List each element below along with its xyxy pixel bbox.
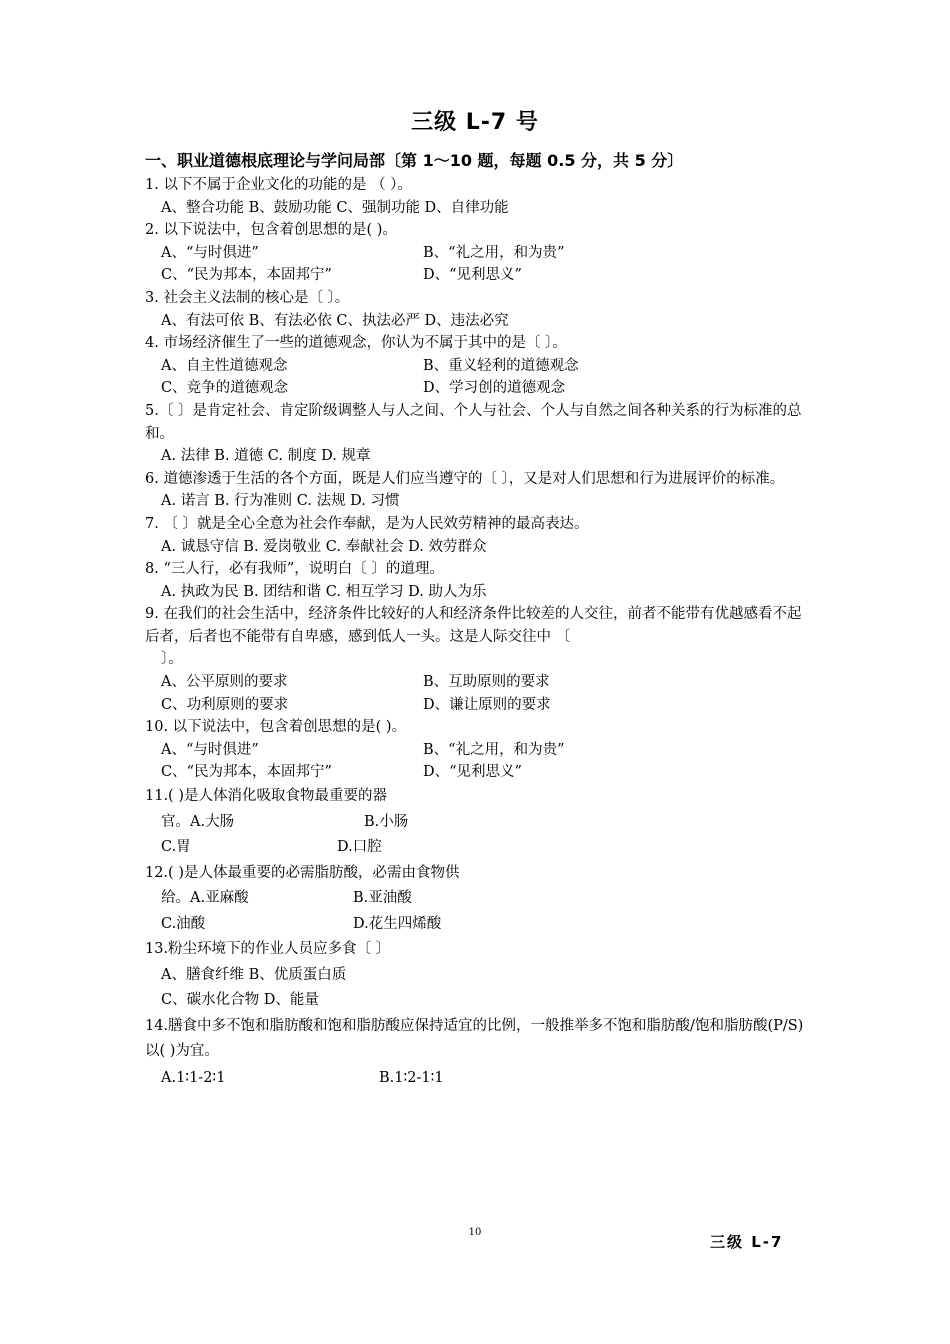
q13-options-row1: A、膳食纤维 B、优质蛋白质 <box>161 966 347 983</box>
q2-stem: 2. 以下说法中，包含着创思想的是( )。 <box>145 222 397 239</box>
q11-option-c: C.胃 <box>161 839 191 856</box>
q13-stem: 13.粉尘环境下的作业人员应多食〔 〕 <box>145 941 391 958</box>
q2-option-b: B、“礼之用，和为贵” <box>423 244 565 261</box>
q12-options-row2 <box>145 912 810 938</box>
q10-option-c: C、“民为邦本，本固邦宁” <box>161 764 332 781</box>
q9-stem-end: 〕。 <box>161 651 183 668</box>
q9-option-c: C、功利原则的要求 <box>161 696 289 713</box>
q4-option-d: D、学习创的道德观念 <box>423 380 566 397</box>
q12-stem: 12.( )是人体最重要的必需脂肪酸，必需由食物供 <box>145 864 460 881</box>
page-number: 10 <box>468 1227 482 1238</box>
q4-option-b: B、重义轻利的道德观念 <box>423 357 579 374</box>
q6-stem: 6. 道德渗透于生活的各个方面，既是人们应当遵守的〔 〕，又是对人们思想和行为进展评价的标准。 <box>145 470 785 487</box>
q5-options: A. 法律 B. 道德 C. 制度 D. 规章 <box>161 448 371 465</box>
q12-option-b: B.亚油酸 <box>353 890 412 907</box>
q2-options-row2 <box>145 264 810 287</box>
q10-options-row1 <box>145 739 810 762</box>
q10-options-row2 <box>145 761 810 784</box>
q12-option-d: D.花生四烯酸 <box>353 915 442 932</box>
q7-options: A. 诚恳守信 B. 爱岗敬业 C. 奉献社会 D. 效劳群众 <box>161 538 487 555</box>
section-heading: 一、职业道德根底理论与学问局部〔第 1～10 题，每题 0.5 分，共 5 分〕 <box>145 151 684 170</box>
q2-option-a: A、“与时俱进” <box>161 244 259 261</box>
q11-options-row2 <box>145 835 810 861</box>
q12-option-a: 给。A.亚麻酸 <box>161 890 249 907</box>
q4-option-c: C、竞争的道德观念 <box>161 380 289 397</box>
q9-option-d: D、谦让原则的要求 <box>423 696 551 713</box>
q8-options: A. 执政为民 B. 团结和谐 C. 相互学习 D. 助人为乐 <box>161 583 487 600</box>
q1-options: A、整合功能 B、鼓励功能 C、强制功能 D、自律功能 <box>161 199 509 216</box>
q3-stem: 3. 社会主义法制的核心是〔 〕。 <box>145 289 350 306</box>
q13-options-row2: C、碳水化合物 D、能量 <box>161 992 319 1009</box>
q11-options-row1 <box>145 810 810 836</box>
q10-option-d: D、“见利思义” <box>423 764 522 781</box>
q4-options-row2 <box>145 377 810 400</box>
q5-stem: 5.〔 〕是肯定社会、肯定阶级调整人与人之间、个人与社会、个人与自然之间各种关系的行为标准的总和。 <box>145 402 802 442</box>
q2-options-row1 <box>145 242 810 265</box>
q14-option-a: A.1∶1-2∶1 <box>161 1069 226 1086</box>
q3-options: A、有法可依 B、有法必依 C、执法必严 D、违法必究 <box>161 312 509 329</box>
q12-option-c: C.油酸 <box>161 915 206 932</box>
q10-option-b: B、“礼之用，和为贵” <box>423 741 565 758</box>
q11-option-a: 官。A.大肠 <box>161 813 235 830</box>
q9-stem: 9. 在我们的社会生活中，经济条件比较好的人和经济条件比较差的人交往，前者不能带有优越感看不起后者，后者也不能带有自卑感，感到低人一头。这是人际交往中 〔 <box>145 606 802 645</box>
q11-option-b: B.小肠 <box>364 813 409 830</box>
q10-stem: 10. 以下说法中，包含着创思想的是( )。 <box>145 719 407 736</box>
q4-option-a: A、自主性道德观念 <box>161 357 288 374</box>
q6-options: A. 诺言 B. 行为准则 C. 法规 D. 习惯 <box>161 493 400 510</box>
page-title: 三级 L-7 号 <box>411 110 539 135</box>
question-list <box>145 174 810 1092</box>
q14-options <box>145 1064 810 1092</box>
q1-stem: 1. 以下不属于企业文化的功能的是 （ ）。 <box>145 177 412 193</box>
q9-option-b: B、互助原则的要求 <box>423 674 550 691</box>
q12-options-row1 <box>145 886 810 912</box>
q11-stem: 11.( )是人体消化吸取食物最重要的器 <box>145 788 387 805</box>
q4-stem: 4. 市场经济催生了一些的道德观念，你认为不属于其中的是〔 〕。 <box>145 335 567 352</box>
q9-options-row2 <box>145 694 810 717</box>
q2-option-c: C、“民为邦本，本固邦宁” <box>161 267 332 284</box>
footer-code: 三级 L-7 <box>710 1233 784 1251</box>
q4-options-row1 <box>145 355 810 378</box>
q14-option-b: B.1∶2-1∶1 <box>379 1069 444 1086</box>
q14-stem: 14.膳食中多不饱和脂肪酸和饱和脂肪酸应保持适宜的比例，一般推举多不饱和脂肪酸/饱和脂肪酸(P/S)以( )为宜。 <box>145 1017 804 1059</box>
q2-option-d: D、“见利思义” <box>423 267 522 284</box>
q10-option-a: A、“与时俱进” <box>161 741 259 758</box>
q9-options-row1 <box>145 671 810 694</box>
q11-option-d: D.口腔 <box>337 839 382 856</box>
q7-stem: 7. 〔 〕就是全心全意为社会作奉献，是为人民效劳精神的最高表达。 <box>145 515 589 532</box>
q8-stem: 8. “三人行，必有我师”，说明白〔 〕的道理。 <box>145 561 444 578</box>
q9-option-a: A、公平原则的要求 <box>161 674 288 691</box>
